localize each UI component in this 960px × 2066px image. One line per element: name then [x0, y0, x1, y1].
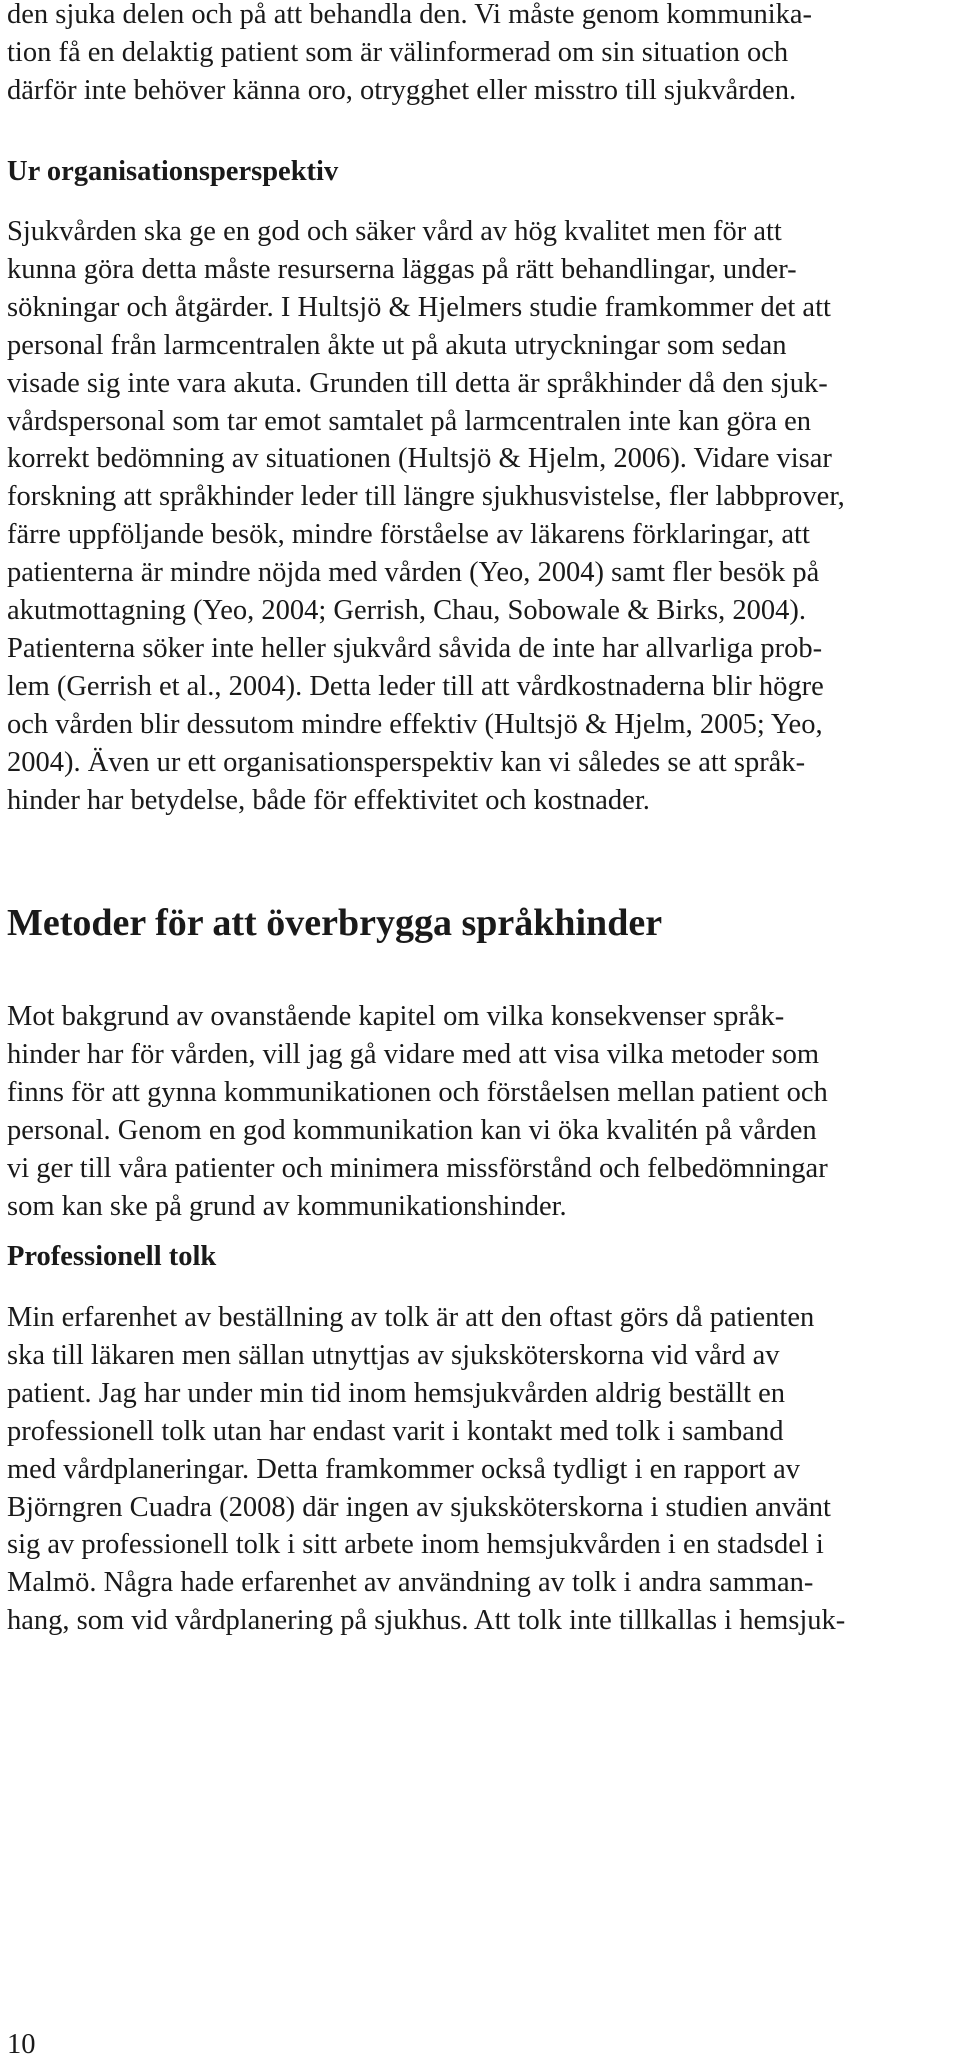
text-line: Malmö. Några hade erfarenhet av användning av tolk i andra samman-: [7, 1567, 814, 1599]
text-line: Patienterna söker inte heller sjukvård såvida de inte har allvarliga prob-: [7, 632, 823, 664]
text-line: sökningar och åtgärder. I Hultsjö & Hjelmers studie framkommer det att: [7, 291, 831, 323]
text-line: tion få en delaktig patient som är välinformerad om sin situation och: [7, 36, 789, 68]
text-line: professionell tolk utan har endast varit i kontakt med tolk i samband: [7, 1415, 784, 1447]
text-line: vårdspersonal som tar emot samtalet på larmcentralen inte kan göra en: [7, 405, 812, 437]
text-line: 2004). Även ur ett organisationsperspektiv kan vi således se att språk-: [7, 746, 806, 778]
text-line: personal. Genom en god kommunikation kan vi öka kvalitén på vården: [7, 1114, 817, 1146]
text-line: vi ger till våra patienter och minimera missförstånd och felbedömningar: [7, 1152, 828, 1184]
section-heading-organisation: Ur organisationsperspektiv: [7, 156, 339, 187]
text-line: och vården blir dessutom mindre effektiv (Hultsjö & Hjelm, 2005; Yeo,: [7, 708, 823, 740]
text-line: med vårdplaneringar. Detta framkommer också tydligt i en rapport av: [7, 1453, 800, 1485]
text-line: hinder har för vården, vill jag gå vidare med att visa vilka metoder som: [7, 1038, 819, 1070]
text-line: korrekt bedömning av situationen (Hultsjö & Hjelm, 2006). Vidare visar: [7, 443, 832, 475]
text-line: visade sig inte vara akuta. Grunden till detta är språkhinder då den sjuk-: [7, 367, 828, 399]
text-line: finns för att gynna kommunikationen och förståelsen mellan patient och: [7, 1076, 828, 1108]
text-line: Min erfarenhet av beställning av tolk är att den oftast görs då patienten: [7, 1302, 815, 1333]
text-line: Sjukvården ska ge en god och säker vård av hög kvalitet men för att: [7, 216, 782, 247]
methods-paragraph: [7, 998, 828, 1225]
page-number: 10: [7, 2029, 36, 2060]
text-line: Mot bakgrund av ovanstående kapitel om vilka konsekvenser språk-: [7, 1001, 785, 1032]
text-line: ska till läkaren men sällan utnyttjas av sjuksköterskorna vid vård av: [7, 1339, 780, 1371]
intro-paragraph: [7, 0, 812, 110]
chapter-heading-methods: Metoder för att överbrygga språkhinder: [7, 902, 663, 944]
text-line: personal från larmcentralen åkte ut på akuta utryckningar som sedan: [7, 329, 787, 361]
text-line: lem (Gerrish et al., 2004). Detta leder till att vårdkostnaderna blir högre: [7, 670, 824, 702]
text-line: därför inte behöver känna oro, otrygghet eller misstro till sjukvården.: [7, 74, 797, 106]
text-line: hinder har betydelse, både för effektivitet och kostnader.: [7, 784, 650, 816]
text-line: som kan ske på grund av kommunikationshinder.: [7, 1190, 567, 1222]
text-line: färre uppföljande besök, mindre förståelse av läkarens förklaringar, att: [7, 519, 810, 551]
text-line: kunna göra detta måste resurserna läggas på rätt behandlingar, under-: [7, 253, 797, 285]
text-line: Björngren Cuadra (2008) där ingen av sjuksköterskorna i studien använt: [7, 1491, 831, 1523]
organisation-paragraph: [7, 213, 845, 820]
text-line: forskning att språkhinder leder till längre sjukhusvistelse, fler labbprover,: [7, 481, 845, 513]
text-line: patient. Jag har under min tid inom hemsjukvården aldrig beställt en: [7, 1377, 786, 1409]
text-line: patienterna är mindre nöjda med vården (Yeo, 2004) samt fler besök på: [7, 557, 820, 589]
text-line: sig av professionell tolk i sitt arbete inom hemsjukvården i en stadsdel i: [7, 1529, 824, 1561]
text-line: hang, som vid vårdplanering på sjukhus. Att tolk inte tillkallas i hemsjuk-: [7, 1605, 846, 1637]
text-line: akutmottagning (Yeo, 2004; Gerrish, Chau, Sobowale & Birks, 2004).: [7, 595, 807, 627]
text-line: den sjuka delen och på att behandla den. Vi måste genom kommunika-: [7, 0, 813, 30]
interpreter-paragraph: [7, 1299, 845, 1640]
section-heading-professional-interpreter: Professionell tolk: [7, 1241, 217, 1272]
